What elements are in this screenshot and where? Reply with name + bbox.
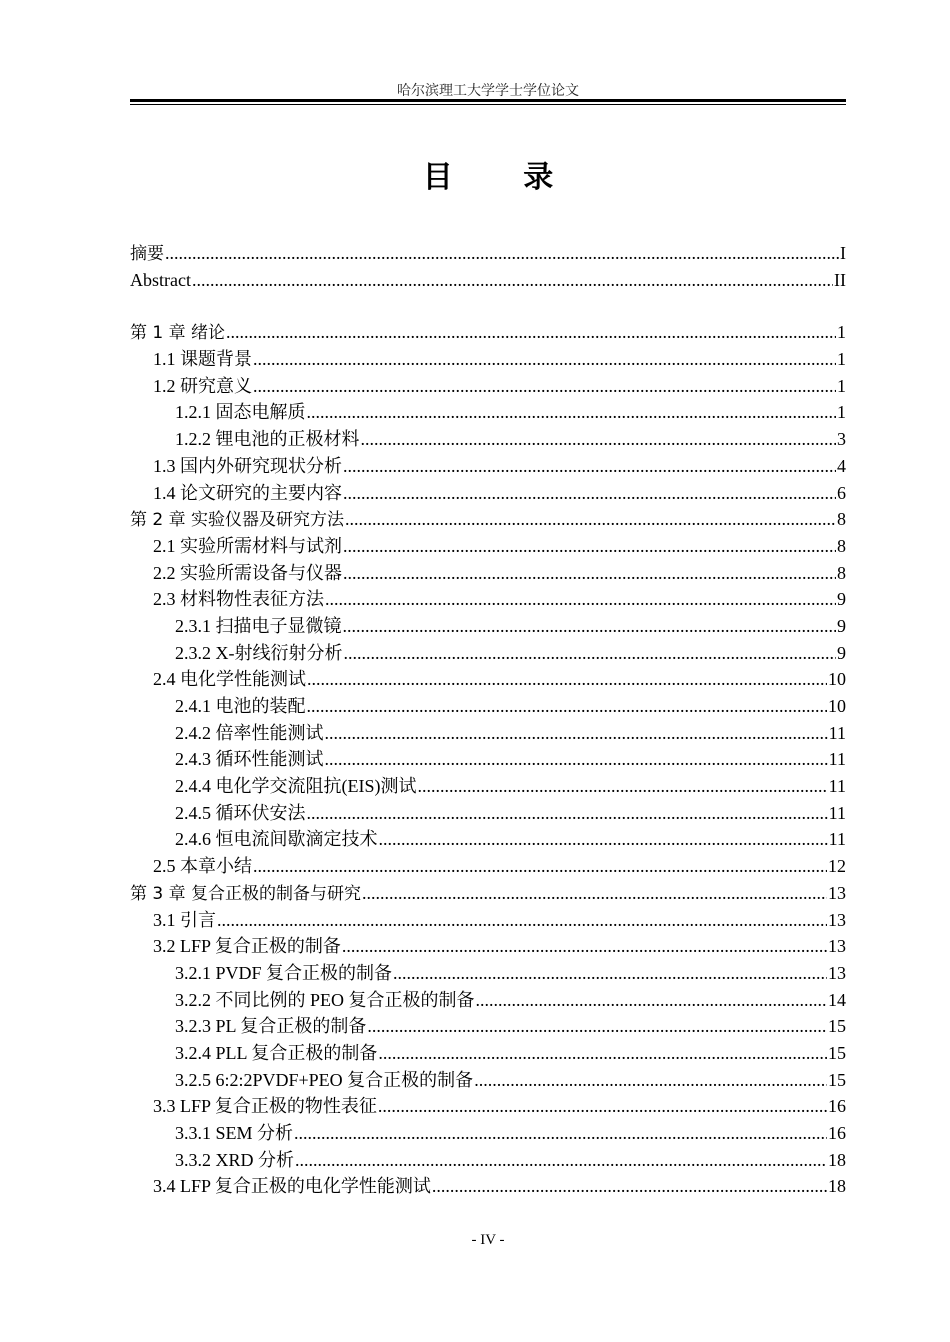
toc-entry[interactable] [130,720,846,747]
toc-dot-leader [343,613,837,639]
toc-entry-page: 13 [828,936,846,957]
toc-dot-leader [345,506,836,532]
toc-entry-page: 11 [828,802,846,823]
toc-entry-page: 15 [828,1042,846,1063]
toc-dot-leader [307,693,828,719]
toc-entry-title: 3.2 LFP 复合正极的制备 [153,936,341,957]
toc-entry-page: 9 [837,589,846,610]
toc-entry[interactable] [130,693,846,720]
toc-entry-title: 2.4.3 循环性能测试 [175,749,324,770]
toc-entry-title: 第 2 章 实验仪器及研究方法 [130,510,345,531]
toc-dot-leader [418,773,828,799]
toc-dot-leader [295,1147,827,1173]
toc-entry[interactable] [130,960,846,987]
toc-dot-leader [379,826,828,852]
toc-entry[interactable] [130,453,846,480]
toc-entry-title: 2.1 实验所需材料与试剂 [153,535,342,556]
toc-entry[interactable] [130,1147,846,1174]
toc-entry[interactable] [130,853,846,880]
toc-entry[interactable] [130,240,846,267]
toc-entry-title: Abstract [130,269,191,290]
toc-dot-leader [294,1120,827,1146]
toc-entry-page: 6 [837,482,846,503]
toc-entry-page: 14 [828,989,846,1010]
toc-dot-leader [253,346,836,372]
toc-entry-title: 2.4.1 电池的装配 [175,696,306,716]
toc-entry-page: 8 [837,535,846,556]
toc-entry-title: 2.2 实验所需设备与仪器 [153,562,342,583]
toc-entry-title: 1.4 论文研究的主要内容 [153,482,342,503]
toc-dot-leader [343,480,836,506]
toc-entry-title: 3.2.4 PLL 复合正极的制备 [175,1042,378,1063]
toc-dot-leader [432,1173,827,1199]
toc-entry-title: 2.3.1 扫描电子显微镜 [175,615,342,636]
toc-dot-leader [343,453,836,479]
toc-entry-page: 1 [837,402,846,423]
toc-entry[interactable] [130,399,846,426]
toc-entry[interactable] [130,613,846,640]
toc-entry-page: 11 [828,829,846,850]
toc-entry[interactable] [130,1173,846,1200]
toc-dot-leader [362,880,827,906]
toc-entry[interactable] [130,640,846,667]
toc-dot-leader [217,907,827,933]
page-title: 目 录 [422,160,584,195]
toc-entry-title: 3.2.2 不同比例的 PEO 复合正极的制备 [175,989,475,1010]
toc-entry[interactable] [130,1040,846,1067]
toc-entry[interactable] [130,506,846,533]
toc-entry[interactable] [130,560,846,587]
toc-dot-leader [344,640,837,666]
toc-dot-leader [253,853,827,879]
toc-entry[interactable] [130,346,846,373]
toc-dot-leader [253,373,836,399]
toc-entry[interactable] [130,666,846,693]
toc-entry-page: 8 [837,562,846,583]
toc-entry-page: 15 [828,1016,846,1037]
toc-dot-leader [307,800,828,826]
toc-entry-page: 8 [837,509,846,530]
page-number: - IV - [471,1232,505,1248]
toc-entry[interactable] [130,319,846,346]
toc-dot-leader [325,586,836,612]
toc-entry-title: 1.2.2 锂电池的正极材料 [175,429,360,450]
toc-entry-title: 1.3 国内外研究现状分析 [153,455,342,476]
toc-dot-leader [474,1067,827,1093]
toc-dot-leader [342,933,827,959]
toc-entry-title: 1.2.1 固态电解质 [175,402,306,423]
toc-entry[interactable] [130,1093,846,1120]
toc-entry-page: 10 [828,669,846,690]
toc-entry-title: 3.3 LFP 复合正极的物性表征 [153,1096,377,1117]
table-of-contents [130,240,846,1200]
toc-entry[interactable] [130,907,846,934]
toc-entry[interactable] [130,1120,846,1147]
toc-entry-page: 13 [828,962,846,983]
toc-entry[interactable] [130,586,846,613]
header-rule-thick [130,99,846,102]
toc-entry-page: 15 [828,1069,846,1090]
toc-entry-title: 3.2.3 PL 复合正极的制备 [175,1016,367,1037]
toc-entry[interactable] [130,267,846,294]
toc-entry[interactable] [130,1067,846,1094]
toc-dot-leader [476,987,827,1013]
toc-dot-leader [307,666,827,692]
toc-entry[interactable] [130,1013,846,1040]
toc-dot-leader [367,1013,827,1039]
toc-entry-title: 3.3.1 SEM 分析 [175,1123,294,1143]
toc-dot-leader [378,1093,827,1119]
toc-entry[interactable] [130,987,846,1014]
toc-entry-page: 11 [828,722,846,743]
toc-dot-leader [393,960,827,986]
toc-entry[interactable] [130,773,846,800]
toc-entry-page: 18 [828,1176,846,1197]
toc-dot-leader [165,240,839,266]
toc-dot-leader [325,746,828,772]
toc-entry-title: 2.3.2 X-射线衍射分析 [175,642,343,663]
toc-entry-page: 1 [837,322,846,343]
header-rule-thin [130,104,846,105]
toc-entry-title: 2.4.2 倍率性能测试 [175,722,324,743]
toc-entry-page: 13 [828,882,846,903]
toc-entry[interactable] [130,426,846,453]
toc-entry-title: 第 1 章 绪论 [130,323,226,344]
toc-dot-leader [343,533,836,559]
toc-entry-title: 3.1 引言 [153,909,216,930]
toc-dot-leader [325,720,828,746]
toc-entry[interactable] [130,826,846,853]
toc-entry-title: 2.3 材料物性表征方法 [153,589,324,610]
toc-entry-title: 2.5 本章小结 [153,856,252,877]
toc-entry[interactable] [130,880,846,907]
toc-entry-title: 2.4 电化学性能测试 [153,669,306,690]
toc-dot-leader [307,399,837,425]
toc-entry-title: 3.4 LFP 复合正极的电化学性能测试 [153,1176,431,1197]
toc-entry-title: 1.1 课题背景 [153,349,252,370]
toc-entry-page: 9 [837,642,846,663]
running-header: 哈尔滨理工大学学士学位论文 [397,84,579,99]
toc-entry-title: 摘要 [130,244,164,264]
toc-entry-page: 1 [837,375,846,396]
toc-entry-page: 12 [828,856,846,877]
toc-entry-page: 4 [837,455,846,476]
toc-dot-leader [192,267,833,293]
toc-entry-page: 10 [828,696,846,716]
toc-entry[interactable] [130,533,846,560]
toc-entry[interactable] [130,746,846,773]
toc-entry-title: 3.2.1 PVDF 复合正极的制备 [175,962,393,983]
toc-entry-title: 2.4.6 恒电流间歇滴定技术 [175,829,378,850]
toc-entry-page: I [840,243,846,263]
toc-entry-page: 13 [828,909,846,930]
toc-dot-leader [343,560,836,586]
toc-dot-leader [226,319,836,345]
toc-entry-page: II [834,269,846,290]
toc-entry-page: 11 [828,749,846,770]
toc-entry-title: 1.2 研究意义 [153,375,252,396]
toc-entry-page: 18 [828,1149,846,1170]
toc-entry-title: 3.2.5 6:2:2PVDF+PEO 复合正极的制备 [175,1069,474,1090]
toc-entry[interactable] [130,480,846,507]
toc-entry-page: 9 [837,615,846,636]
toc-entry-page: 16 [828,1123,846,1143]
toc-dot-leader [361,426,837,452]
toc-entry-title: 第 3 章 复合正极的制备与研究 [130,883,362,904]
toc-entry[interactable] [130,933,846,960]
toc-entry[interactable] [130,373,846,400]
toc-entry-page: 16 [828,1096,846,1117]
toc-entry[interactable] [130,800,846,827]
toc-entry-title: 2.4.4 电化学交流阻抗(EIS)测试 [175,776,417,797]
toc-entry-page: 3 [837,429,846,450]
toc-dot-leader [378,1040,827,1066]
toc-entry-title: 2.4.5 循环伏安法 [175,802,306,823]
toc-entry-page: 1 [837,349,846,370]
toc-entry-title: 3.3.2 XRD 分析 [175,1149,295,1170]
toc-entry-page: 11 [828,776,846,797]
